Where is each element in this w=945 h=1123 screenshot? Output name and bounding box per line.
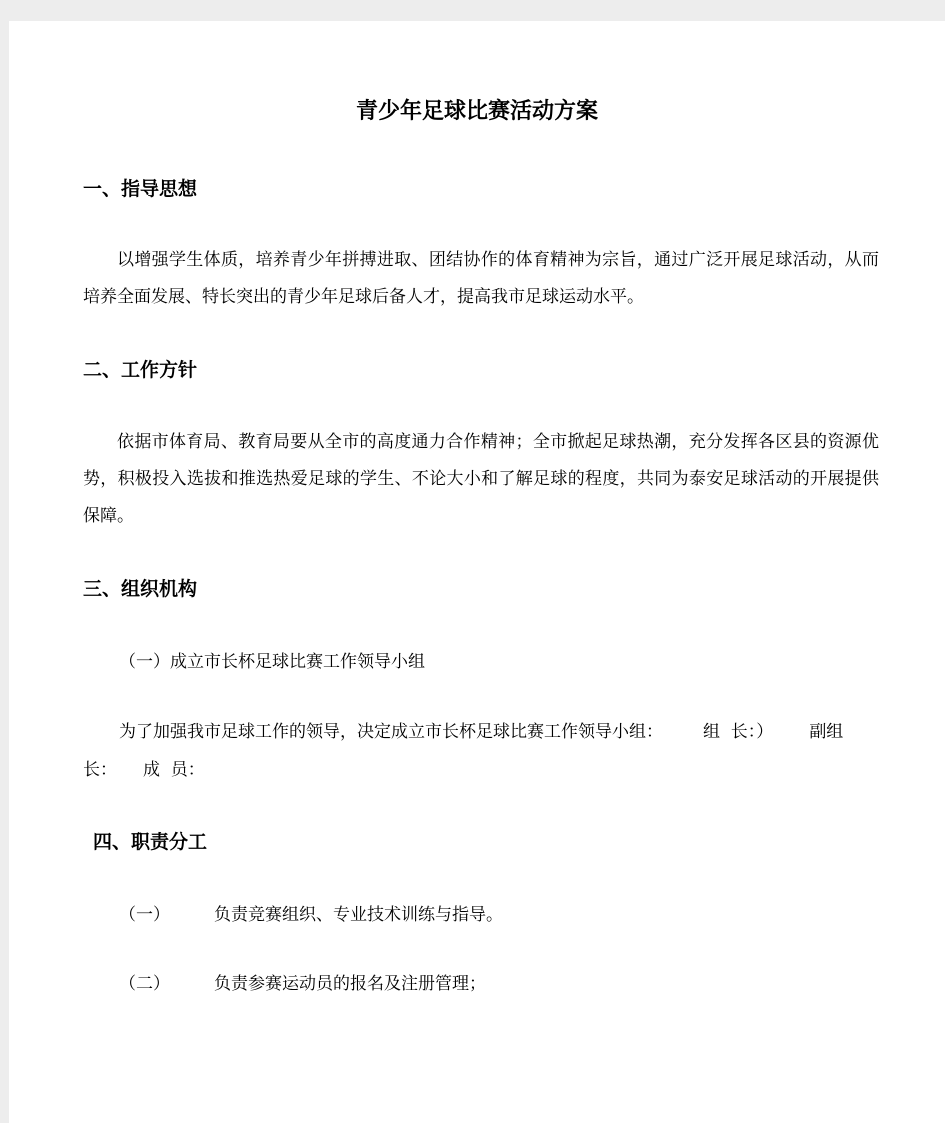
- organization-intro: 为了加强我市足球工作的领导，决定成立市长杯足球比赛工作领导小组：: [119, 722, 663, 742]
- section-text-policy: 依据市体育局、教育局要从全市的高度通力合作精神；全市掀起足球热潮，充分发挥各区县的资源优势，积极投入选拔和推选热爱足球的学生、不论大小和了解足球的程度，共同为泰安足球活动的开展提供保障。: [83, 432, 879, 526]
- organization-members-line: [83, 758, 205, 782]
- section-heading-guiding: 一、指导思想: [83, 178, 198, 200]
- section-heading-policy: 二、工作方针: [83, 359, 198, 381]
- members-label: 成 员：: [143, 760, 205, 780]
- organization-subheading: （一）成立市长杯足球比赛工作领导小组: [119, 652, 425, 672]
- deputy-label-part1: 副组: [809, 722, 844, 742]
- document-page: [9, 21, 945, 1123]
- duty-item: [119, 903, 503, 927]
- leader-label: 组 长：）: [703, 722, 774, 742]
- duty-item-number: （一）: [119, 905, 170, 925]
- document-title: 青少年足球比赛活动方案: [355, 99, 598, 124]
- organization-intro-line: [119, 720, 843, 744]
- section-text-guiding: 以增强学生体质，培养青少年拼搏进取、团结协作的体育精神为宗旨，通过广泛开展足球活动，从而培养全面发展、特长突出的青少年足球后备人才，提高我市足球运动水平。: [83, 250, 879, 307]
- deputy-label-part2: 长：: [83, 760, 117, 780]
- duty-item-number: （二）: [119, 974, 170, 994]
- section-heading-organization: 三、组织机构: [83, 578, 198, 600]
- duty-item-text: 负责竞赛组织、专业技术训练与指导。: [214, 905, 503, 925]
- duty-item-text: 负责参赛运动员的报名及注册管理；: [214, 974, 486, 994]
- duty-item: [119, 972, 486, 996]
- section-heading-duties: 四、职责分工: [93, 831, 208, 853]
